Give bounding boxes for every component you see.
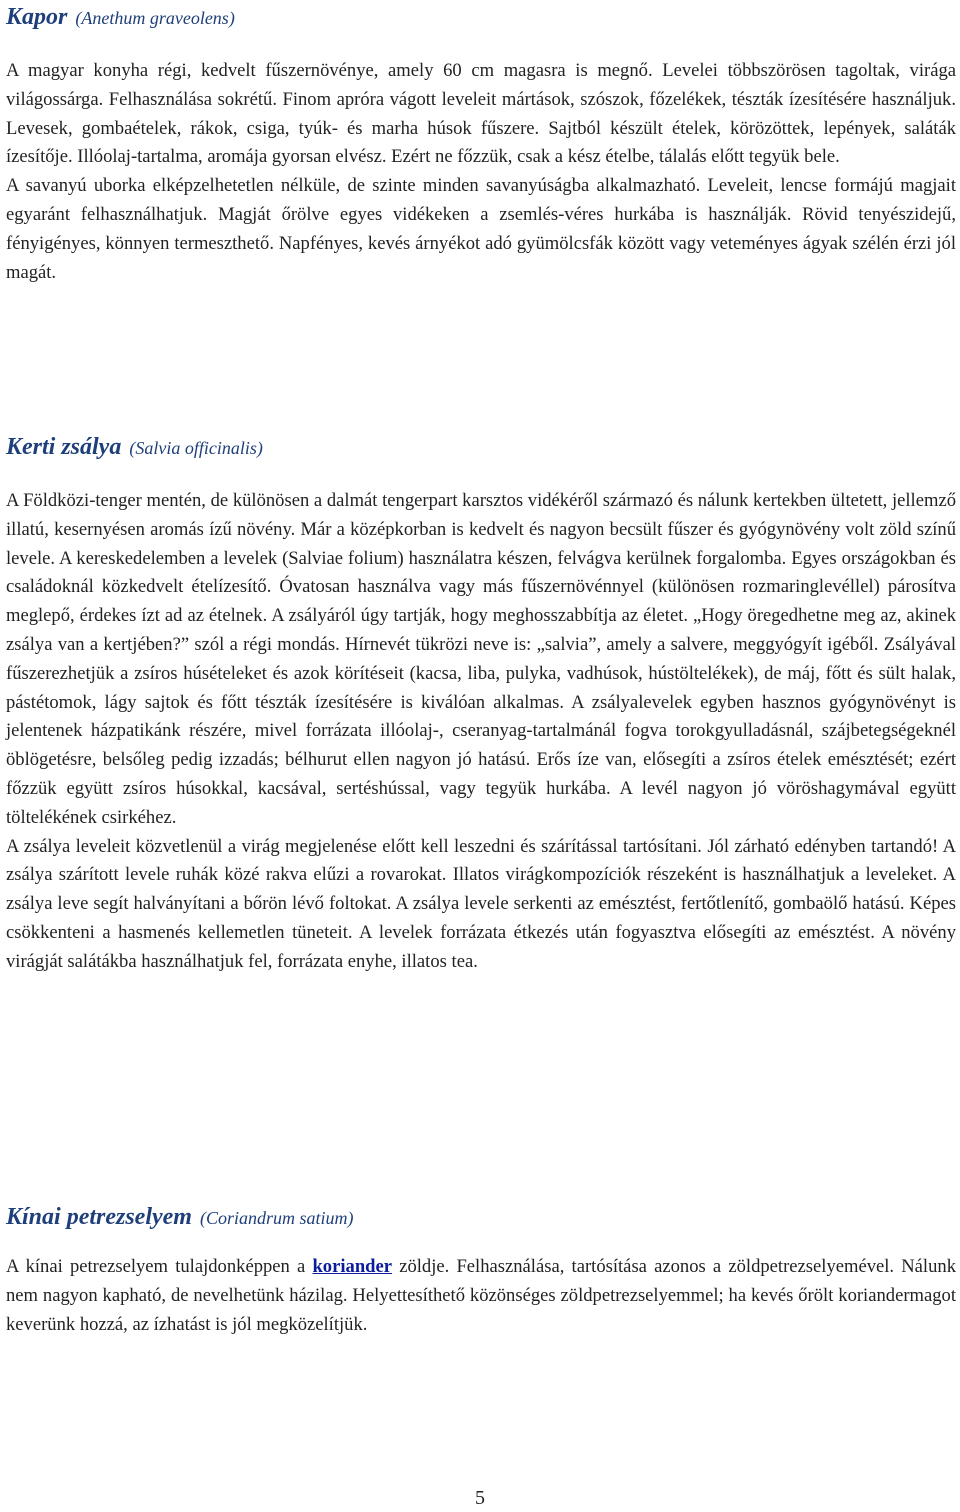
section-kinai-petrezselyem (6, 1204, 956, 1339)
paragraph: A magyar konyha régi, kedvelt fűszernövénye, amely 60 cm magasra is megnő. Levelei többszörösen tagoltak, virága világossárga. Felhasználása sokrétű. Finom apróra vágott leveleit mártások, szószok, főzelékek, tészták ízesítésére használjuk. Levesek, gombaételek, rákok, csiga, tyúk- és marha húsok fűszere. Sajtból készült ételek, körözöttek, lepények, saláták ízesítője. Illóolaj-tartalma, aromája gyorsan elvész. Ezért ne főzzük, csak a kész ételbe, tálalás előtt tegyük bele. (6, 60, 956, 168)
paragraph: A zsálya leveleit közvetlenül a virág megjelenése előtt kell leszedni és szárítással tartósítani. Jól zárható edényben tartandó! A zsálya szárított levele ruhák közé rakva elűzi a rovarokat. Illatos virágkompozíciók részeként is használhatjuk a leveleket. A zsálya leve segít halványítani a bőrön lévő foltokat. A zsálya levele serkenti az emésztést, fertőtlenítő, gombaölő hatású. Képes csökkenteni a hasmenés kellemetlen tüneteit. A levelek forrázata étkezés után fogyasztva elősegíti az emésztést. A növény virágját salátákba használhatjuk fel, forrázata enyhe, illatos tea. (6, 835, 956, 972)
paragraph: A savanyú uborka elképzelhetetlen nélküle, de szinte minden savanyúságba alkalmazható. Leveleit, lencse formájú magjait egyaránt felhasználhatjuk. Magját őrölve egyes vidékeken a zsemlés-véres hurkába is használják. Rövid tenyészidejű, fényigényes, könnyen termeszthető. Napfényes, kevés árnyékot adó gyümölcsfák között vagy veteményes ágyak szélén érzi jól magát. (6, 175, 956, 283)
section-kerti-zsalya (6, 434, 956, 977)
heading-line (6, 4, 956, 31)
section-kapor (6, 4, 956, 287)
heading-line (6, 1204, 956, 1231)
paragraph (6, 1253, 956, 1339)
page-number: 5 (475, 1487, 485, 1509)
section-subtitle: (Salvia officinalis) (129, 438, 263, 458)
paragraph: A Földközi-tenger mentén, de különösen a dalmát tengerpart karsztos vidékéről származó és nálunk kertekben ültetett, jellemző illatú, kesernyésen aromás ízű növény. Már a középkorban is kedvelt és nagyon becsült fűszer és gyógynövény volt zöld színű levele. A kereskedelemben a levelek (Salviae folium) használatra készen, felvágva kerülnek forgalomba. Egyes országokban és családoknál közkedvelt ételízesítő. Óvatosan használva vagy más fűszernövénnyel (különösen rozmaringlevéllel) párosítva meglepő, érdekes ízt ad az ételnek. A zsályáról úgy tartják, hogy meghosszabbítja az életet. „Hogy öregedhetne meg az, akinek zsálya van a kertjében?” szól a régi mondás. Hírnevét tükrözi neve is: „salvia”, amely a salvere, meggyógyít igéből. Zsályával fűszerezhetjük a zsíros húsételeket és azok körítéseit (kacsa, liba, pulyka, vadhúsok, hústöltelékek), de máj, főtt és sült halak, pástétomok, lágy sajtok és főtt tészták ízesítésére is kiválóan alkalmas. A zsályalevelek egyben hasznos gyógynövényt is jelentenek házpatikánk részére, mivel forrázata illóolaj-, cseranyag-tartalmánál fogva torokgyulladásnál, szájbetegségeknél öblögetésre, belsőleg pedig izzadás; bélhurut ellen nagyon jó hatású. Erős íze van, elősegíti a zsíros ételek emésztését; ezért főzzük együtt zsíros húsokkal, kacsával, sertéshússal, vagy tegyük hurkába. A levél nagyon jó vöröshagymával együtt töltelékének csirkéhez. (6, 490, 956, 828)
section-title: Kínai petrezselyem (6, 1204, 192, 1230)
heading-line (6, 434, 956, 461)
section-title: Kapor (6, 4, 68, 30)
section-title: Kerti zsálya (6, 434, 122, 460)
paragraph-text-before-link: A kínai petrezselyem tulajdonképpen a (6, 1256, 313, 1277)
section-subtitle: (Coriandrum satium) (199, 1208, 354, 1228)
paragraph-text-after-link: zöldje. Felhasználása, tartósítása azonos a zöldpetrezselyemével. Nálunk nem nagyon kapható, de nevelhetünk házilag. Helyettesíthető közönséges zöldpetrezselyemmel; ha kevés őrölt koriandermagot keverünk hozzá, az ízhatást is jól megközelítjük. (6, 1256, 956, 1335)
koriander-link[interactable]: koriander (312, 1256, 393, 1277)
section-subtitle: (Anethum graveolens) (75, 8, 235, 28)
